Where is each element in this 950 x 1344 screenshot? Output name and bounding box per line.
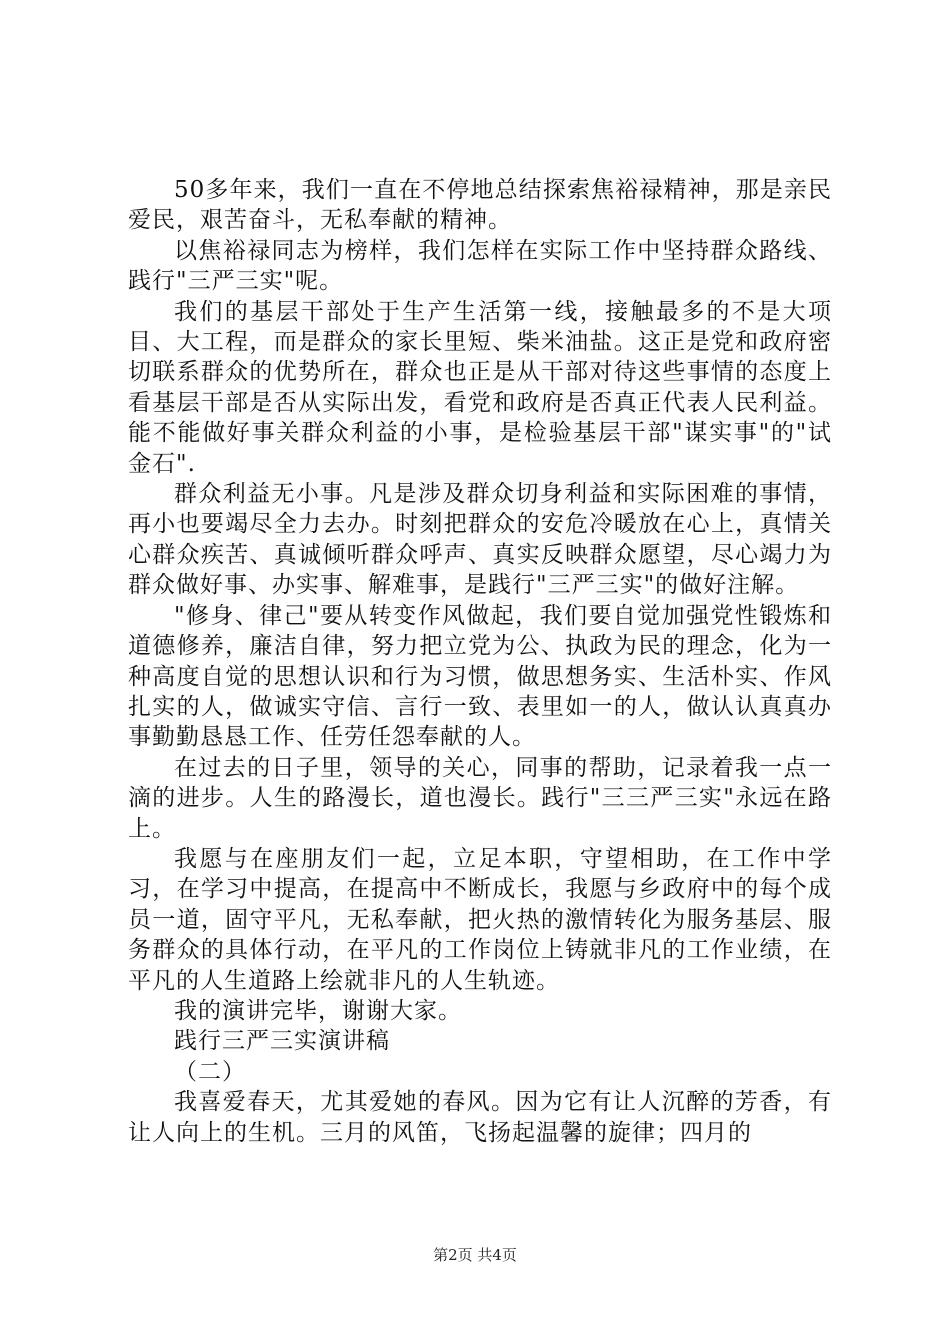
paragraph: "修身、律己"要从转变作风做起，我们要自觉加强党性锻炼和道德修养，廉洁自律，努力把立党为公、执政为民的理念，化为一种高度自觉的思想认识和行为习惯，做思想务实、生活朴实、作风扎实的人，做诚实守信、言行一致、表里如一的人，做认认真真办事勤勤恳恳工作、任劳任怨奉献的人。: [128, 602, 832, 751]
paragraph: 以焦裕禄同志为榜样，我们怎样在实际工作中坚持群众路线、践行"三严三实"呢。: [128, 237, 832, 295]
page-number-footer: 第2页 共4页: [433, 1246, 517, 1264]
paragraph: 我们的基层干部处于生产生活第一线，接触最多的不是大项目、大工程，而是群众的家长里短、柴米油盐。这正是党和政府密切联系群众的优势所在，群众也正是从干部对待这些事情的态度上看基层干部是否从实际出发，看党和政府是否真正代表人民利益。能不能做好事关群众利益的小事，是检验基层干部"谋实事"的"试金石".: [128, 298, 832, 477]
paragraph: 我喜爱春天，尤其爱她的春风。因为它有让人沉醉的芳香，有让人向上的生机。三月的风笛，飞扬起温馨的旋律；四月的: [128, 1089, 832, 1146]
section-number: （二）: [174, 1058, 246, 1085]
document-body: [128, 175, 832, 1148]
paragraph: 我愿与在座朋友们一起，立足本职，守望相助，在工作中学习，在学习中提高，在提高中不断成长，我愿与乡政府中的每个成员一道，固守平凡，无私奉献，把火热的激情转化为服务基层、服务群众的具体行动，在平凡的工作岗位上铸就非凡的工作业绩，在平凡的人生道路上绘就非凡的人生轨迹。: [128, 845, 832, 994]
paragraph-closing: 我的演讲完毕，谢谢大家。: [174, 997, 462, 1024]
paragraph: 50多年来，我们一直在不停地总结探索焦裕禄精神，那是亲民爱民，艰苦奋斗，无私奉献的精神。: [128, 177, 832, 234]
paragraph: 在过去的日子里，领导的关心，同事的帮助，记录着我一点一滴的进步。人生的路漫长，道也漫长。践行"三三严三实"永远在路上。: [128, 754, 832, 842]
paragraph: 群众利益无小事。凡是涉及群众切身利益和实际困难的事情，再小也要竭尽全力去办。时刻把群众的安危冷暖放在心上，真情关心群众疾苦、真诚倾听群众呼声、真实反映群众愿望，尽心竭力为群众做好事、办实事、解难事，是践行"三严三实"的做好注解。: [128, 481, 832, 599]
section-title: 践行三严三实演讲稿: [174, 1028, 390, 1055]
